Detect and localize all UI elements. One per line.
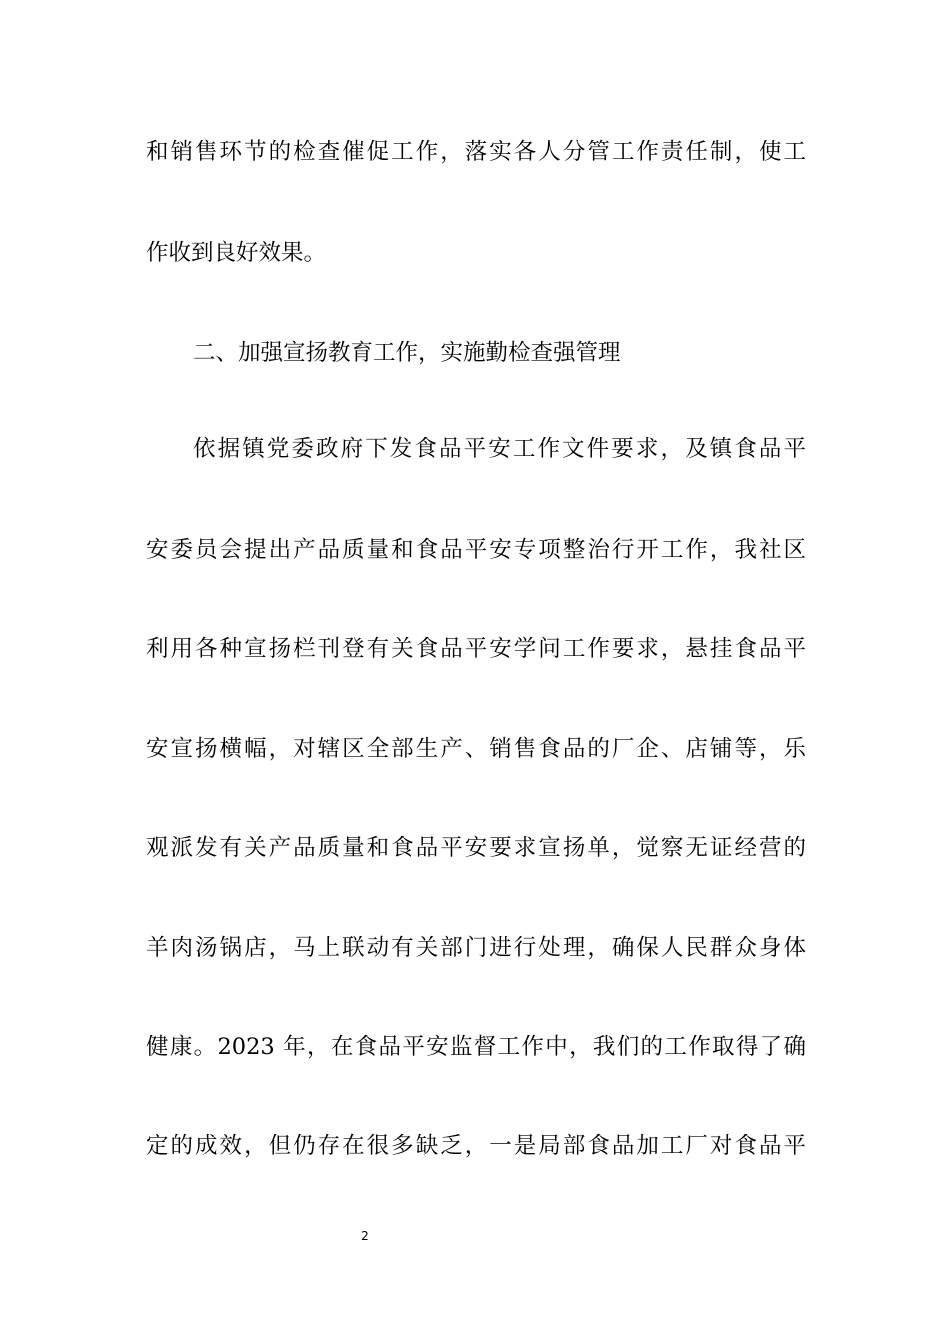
paragraph-line: 定的成效，但仍存在很多缺乏，一是局部食品加工厂对食品平 — [146, 1133, 806, 1159]
paragraph-line: 利用各种宣扬栏刊登有关食品平安学问工作要求，悬挂食品平 — [146, 636, 806, 662]
paragraph-line: 羊肉汤锅店，马上联动有关部门进行处理，确保人民群众身体 — [146, 935, 806, 961]
page-number: 2 — [361, 1229, 369, 1243]
section-heading: 二、加强宣扬教育工作，实施勤检查强管理 — [193, 340, 621, 366]
paragraph-line: 安宣扬横幅，对辖区全部生产、销售食品的厂企、店铺等，乐 — [146, 736, 806, 762]
paragraph-line: 依据镇党委政府下发食品平安工作文件要求，及镇食品平 — [193, 436, 806, 462]
paragraph-line: 观派发有关产品质量和食品平安要求宣扬单，觉察无证经营的 — [146, 835, 806, 861]
paragraph-line: 作收到良好效果。 — [146, 240, 327, 266]
paragraph-line: 和销售环节的检查催促工作，落实各人分管工作责任制，使工 — [146, 139, 806, 165]
paragraph-line: 健康。2023 年，在食品平安监督工作中，我们的工作取得了确 — [146, 1034, 806, 1060]
paragraph-line: 安委员会提出产品质量和食品平安专项整治行开工作，我社区 — [146, 537, 806, 563]
